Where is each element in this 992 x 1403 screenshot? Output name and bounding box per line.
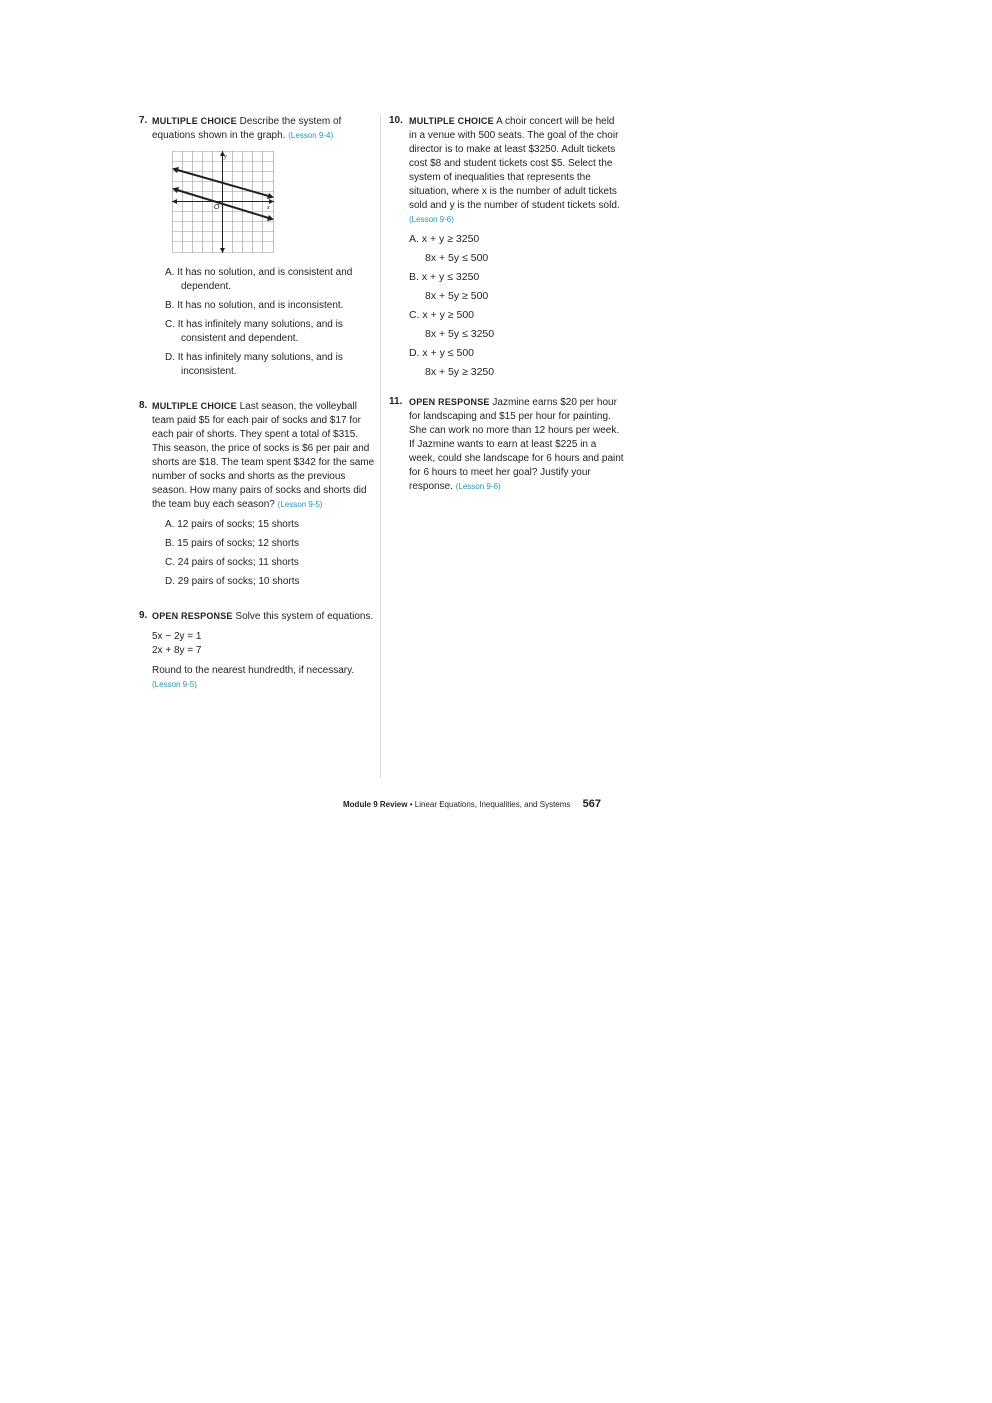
question-number: 8.	[139, 400, 148, 411]
module-title: Module 9 Review	[343, 800, 408, 809]
option-label: D.	[409, 347, 420, 359]
option-label: A.	[409, 233, 419, 245]
column-divider	[380, 114, 381, 778]
inequality-1: x + y ≥ 3250	[421, 233, 480, 245]
question-type: MULTIPLE CHOICE	[152, 116, 237, 126]
page-number: 567	[582, 798, 601, 810]
lesson-reference: (Lesson 9-5)	[277, 500, 323, 509]
question-number: 10.	[389, 115, 403, 126]
module-subtitle: Linear Equations, Inequalities, and Systems	[414, 800, 571, 809]
option-b	[389, 270, 625, 303]
option-label: B.	[409, 271, 419, 283]
system-graph	[172, 151, 274, 253]
option-d	[389, 346, 625, 379]
option-b: B. It has no solution, and is inconsistent.	[165, 300, 344, 311]
lesson-reference: (Lesson 9-6)	[455, 482, 501, 491]
question-type: MULTIPLE CHOICE	[152, 401, 237, 411]
equation-1: 5x − 2y = 1	[152, 631, 202, 642]
option-c: C. 24 pairs of socks; 11 shorts	[165, 557, 299, 568]
footer-separator: •	[409, 800, 413, 809]
question-number: 7.	[139, 115, 148, 126]
option-label: C.	[409, 309, 420, 321]
origin-label: O	[214, 204, 220, 211]
page-footer	[343, 797, 601, 812]
inequality-1: x + y ≤ 3250	[421, 271, 480, 283]
question-text: Jazmine earns $20 per hour for landscaping and $15 per hour for painting. She can work no more than 12 hours per week. If Jazmine wants to earn at least $225 in a week, could she landscape for 6 hours and paint for 6 hours to meet her goal? Justify your response.	[409, 397, 624, 492]
option-d: D. 29 pairs of socks; 10 shorts	[165, 576, 300, 587]
option-a	[389, 232, 625, 265]
option-a: A. It has no solution, and is consistent and dependent.	[165, 267, 353, 292]
equation-2: 2x + 8y = 7	[152, 645, 202, 656]
inequality-2: 8x + 5y ≥ 500	[425, 290, 489, 302]
question-text: Describe the system of equations shown in the graph.	[152, 116, 342, 141]
inequality-1: x + y ≥ 500	[422, 309, 475, 321]
question-9	[139, 609, 375, 692]
question-8	[139, 399, 375, 589]
question-number: 9.	[139, 610, 148, 621]
question-text: A choir concert will be held in a venue with 500 seats. The goal of the choir director is to make at least $3250. Adult tickets cost $8 and student tickets cost $5. Select the system of inequalities that represents the situation, where x is the number of adult tickets sold and y is the number of student tickets sold.	[409, 116, 620, 211]
question-10	[389, 114, 625, 227]
question-type: OPEN RESPONSE	[409, 397, 490, 407]
inequality-2: 8x + 5y ≤ 500	[425, 252, 489, 264]
question-type: OPEN RESPONSE	[152, 611, 233, 621]
question-text: Solve this system of equations.	[235, 611, 374, 622]
x-axis-label: x	[267, 205, 270, 211]
question-type: MULTIPLE CHOICE	[409, 116, 494, 126]
option-d: D. It has infinitely many solutions, and is inconsistent.	[165, 352, 343, 377]
inequality-1: x + y ≤ 500	[422, 347, 475, 359]
lesson-reference: (Lesson 9-4)	[288, 131, 334, 140]
left-column	[139, 114, 375, 692]
rounding-note: Round to the nearest hundredth, if necessary.	[152, 665, 355, 676]
option-c: C. It has infinitely many solutions, and is consistent and dependent.	[165, 319, 343, 344]
option-b: B. 15 pairs of socks; 12 shorts	[165, 538, 299, 549]
lesson-reference: (Lesson 9-6)	[409, 215, 454, 224]
option-c	[389, 308, 625, 341]
question-number: 11.	[389, 396, 403, 407]
lesson-reference: (Lesson 9-5)	[152, 680, 197, 689]
right-column	[389, 114, 625, 494]
inequality-2: 8x + 5y ≤ 3250	[425, 328, 495, 340]
question-text: Last season, the volleyball team paid $5 for each pair of socks and $17 for each pair of shorts. They spent a total of $315. This season, the price of socks is $6 per pair and shorts are $18. The team spent $342 for the same number of socks and shorts as the previous season. How many pairs of socks and shorts did the team buy each season?	[152, 401, 375, 510]
question-7	[139, 114, 375, 379]
inequality-2: 8x + 5y ≥ 3250	[425, 366, 495, 378]
question-11	[389, 395, 625, 494]
option-a: A. 12 pairs of socks; 15 shorts	[165, 519, 299, 530]
y-axis-label: y	[224, 154, 227, 160]
